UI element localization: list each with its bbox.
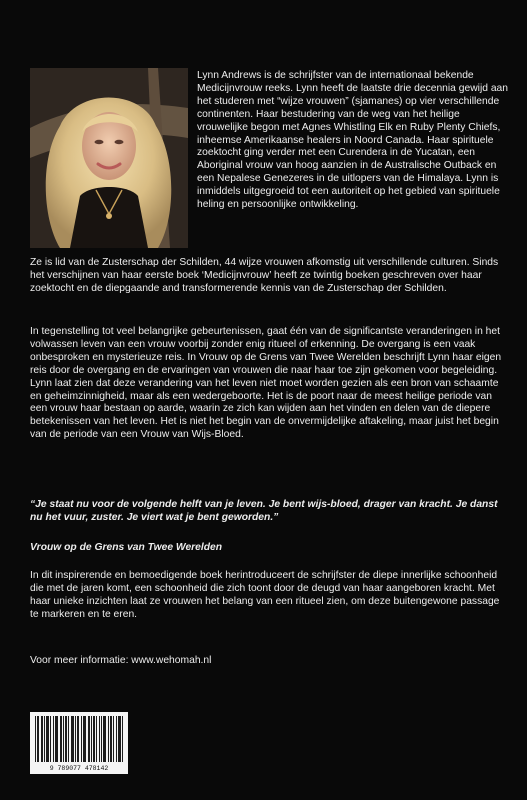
barcode-bar [41,716,42,762]
barcode-bar [61,716,62,762]
barcode-bar [78,716,79,762]
barcode-bar [68,716,69,762]
barcode-bar [44,716,45,762]
barcode-bar [38,716,39,762]
barcode-bar [50,716,51,762]
barcode-bar [94,716,95,762]
barcode-bar [104,716,105,762]
barcode-bars [35,716,123,762]
barcode-bar [83,716,84,762]
barcode-bar [47,716,48,762]
barcode-bar [63,716,64,762]
barcode-bar [71,716,72,762]
barcode-bar [116,716,117,762]
barcode-bar [108,716,109,762]
barcode-bar [111,716,112,762]
barcode-bar [105,716,106,762]
barcode-bar [65,716,66,762]
barcode-number: 9 789077 478142 [49,765,109,772]
barcode-bar [118,716,119,762]
barcode-bar [91,716,92,762]
barcode-bar [48,716,49,762]
more-info-line: Voor meer informatie: www.wehomah.nl [30,655,212,666]
barcode-bar [35,716,36,762]
barcode-bar [101,716,102,762]
barcode-bar [85,716,86,762]
book-description: In tegenstelling tot veel belangrijke gebeurtenissen, gaat één van de significantste veranderingen in het volwassen leven van een vrouw voorbij zonder enig ritueel of erkenning. De overgang is een vaak onbesproken en mysterieuze reis. In Vrouw op de Grens van Twee Werelden beschrijft Lynn haar eigen reis door de overgang en de ervaringen van vrouwen die naar haar toe zijn gekomen voor begeleiding. Lynn laat zien dat deze verandering van het leven niet moet worden gezien als een bron van schaamte en geheimzinnigheid, maar als een wedergeboorte. Het is de poort naar de meest heilige periode van een vrouw haar bestaan op aarde, waarin ze zich kan wijden aan het vinden en delen van de diepere betekenissen van het leven. Het is niet het begin van de onvermijdelijke aftakeling, maar juist het begin van de periode van een Vrouw van Wijs-Bloed. [30,326,502,441]
barcode-bar [57,716,58,762]
barcode-bar [37,716,38,762]
barcode-bar [96,716,97,762]
barcode-bar [46,716,47,762]
barcode-bar [66,716,67,762]
book-quote: “Je staat nu voor de volgende helft van je leven. Je bent wijs-bloed, drager van kracht. Je danst nu het vuur, zuster. Je viert wat je bent geworden.” [30,499,498,523]
barcode-bar [99,716,100,762]
barcode-bar [77,716,78,762]
barcode-bar [56,716,57,762]
barcode-bar [88,716,89,762]
author-bio-intro: Lynn Andrews is de schrijfster van de internationaal bekende Medicijnvrouw reeks. Lynn heeft de laatste drie decennia gewijd aan het studeren met “wijze vrouwen” (sjamanes) op vier verschillende continenten. Haar bestudering van de weg van het heilige vrouwelijke begon met Agnes Whistling Elk en Ruby Plenty Chiefs, inheemse Amerikaanse healers in Noord Canada. Haar spirituele zoektocht ging verder met een Curendera in de Yucatan, een Aboriginal vrouw van hoog aanzien in de Australische Outback en een Nepalese Genezeres in de uitlopers van de Himalaya. Lynn is inmiddels uitgegroeid tot een autoriteit op het gebied van spirituele heling en persoonlijke ontwikkeling. [197,70,508,211]
barcode-bar [81,716,82,762]
barcode-bar [42,716,43,762]
author-bio-continued: Ze is lid van de Zusterschap der Schilden, 44 wijze vrouwen afkomstig uit verschillende culturen. Sinds het verschijnen van haar eerste boek ‘Medicijnvrouw’ heeft ze twintig boeken geschreven over haar zoektocht en de diepgaande and transformerende kennis van de Zusterschap der Schilden. [30,257,499,294]
barcode-bar [75,716,76,762]
barcode-bar [119,716,120,762]
barcode-bar [120,716,121,762]
barcode-bar [93,716,94,762]
book-summary: In dit inspirerende en bemoedigende boek herintroduceert de schrijfster de diepe innerlijke schoonheid die met de jaren komt, een schoonheid die zich toont door de deugd van haar aangeboren kracht. Met haar unieke inzichten laat ze vrouwen het belang van een ritueel zien, om deze buitengewone passage te markeren en te eren. [30,570,500,620]
barcode-bar [84,716,85,762]
author-photo [30,68,188,248]
barcode-bar [103,716,104,762]
barcode-bar [89,716,90,762]
barcode-bar [110,716,111,762]
barcode-bar [73,716,74,762]
isbn-barcode [30,712,128,774]
barcode-bar [60,716,61,762]
barcode-bar [113,716,114,762]
barcode-bar [122,716,123,762]
barcode-bar [72,716,73,762]
book-title-line: Vrouw op de Grens van Twee Werelden [30,542,223,553]
barcode-bar [55,716,56,762]
barcode-bar [53,716,54,762]
